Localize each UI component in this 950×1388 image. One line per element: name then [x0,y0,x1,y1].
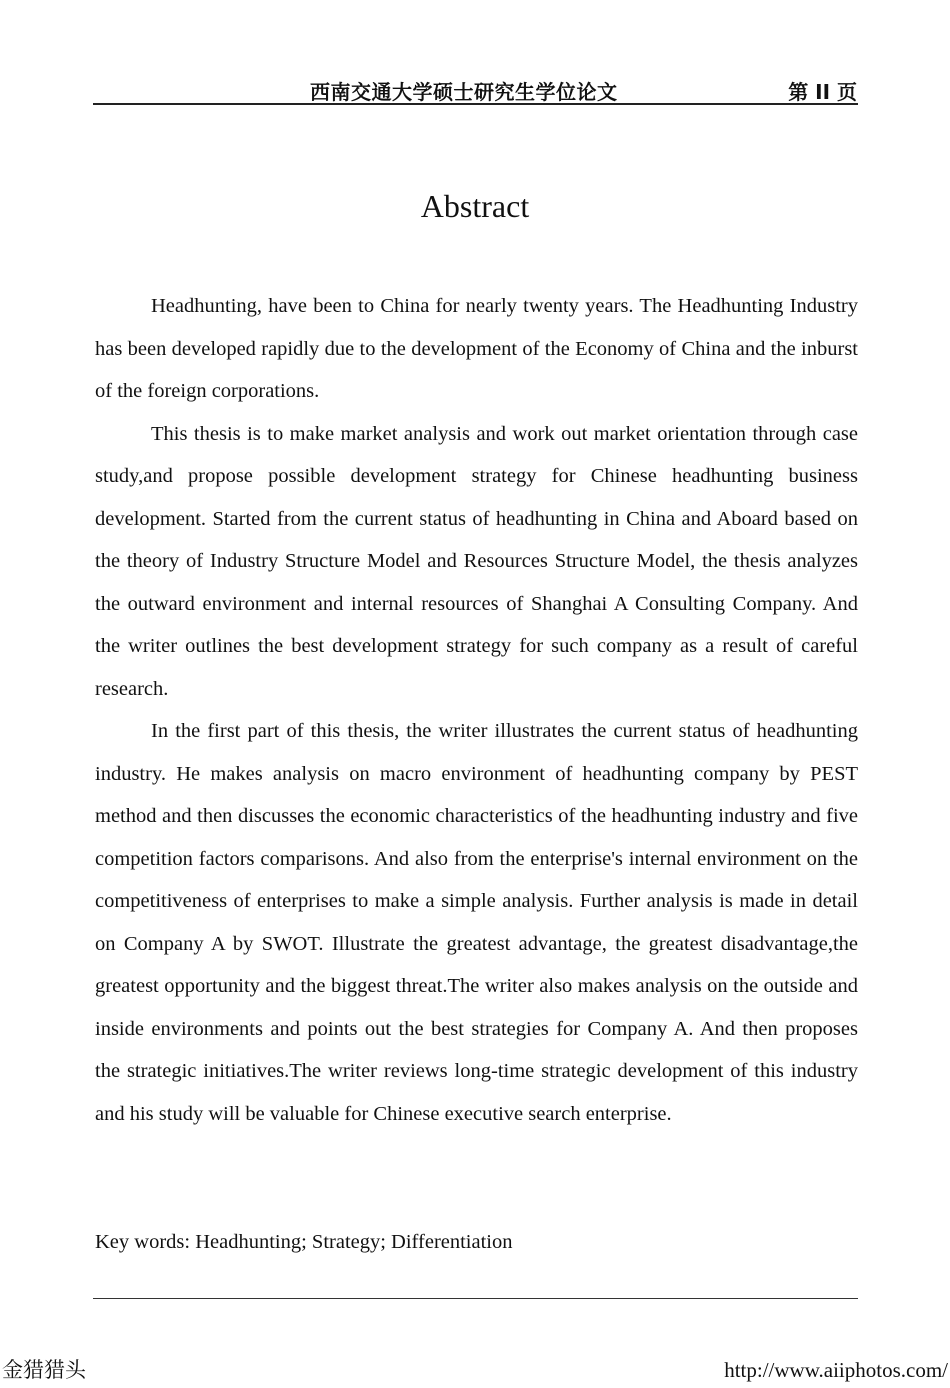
header-divider [93,103,858,105]
abstract-paragraph-2: This thesis is to make market analysis and work out market orientation through case study,and propose possible development strategy for Chinese headhunting business development. Started from the current status of headhunting in China and Aboard based on the theory of Industry Structure Model and Resources Structure Model, the thesis analyzes the outward environment and internal resources of Shanghai A Consulting Company. And the writer outlines the best development strategy for such company as a result of careful research. [95,422,858,700]
keywords-line: Key words: Headhunting; Strategy; Differentiation [95,1231,513,1253]
abstract-body [95,285,858,1135]
watermark-url: http://www.aiiphotos.com/ [724,1358,948,1382]
abstract-heading: Abstract [420,188,530,224]
page-number: 第 II 页 [788,80,857,104]
abstract-paragraph-3: In the first part of this thesis, the writer illustrates the current status of headhunting industry. He makes analysis on macro environment of headhunting company by PEST method and then discusses the economic characteristics of the headhunting industry and five competition factors comparisons. And also from the enterprise's internal environment on the competitiveness of enterprises to make a simple analysis. Further analysis is made in detail on Company A by SWOT. Illustrate the greatest advantage, the greatest disadvantage,the greatest opportunity and the biggest threat.The writer also makes analysis on the outside and inside environments and points out the best strategies for Company A. And then proposes the strategic initiatives.The writer reviews long-time strategic development of this industry and his study will be valuable for Chinese executive search enterprise. [95,720,858,1125]
running-header-title: 西南交通大学硕士研究生学位论文 [310,80,618,104]
watermark-brand: 金猎猎头 [2,1358,86,1382]
abstract-paragraph-1: Headhunting, have been to China for nearly twenty years. The Headhunting Industry has been developed rapidly due to the development of the Economy of China and the inburst of the foreign corporations. [95,295,858,402]
footer-divider [93,1298,858,1299]
